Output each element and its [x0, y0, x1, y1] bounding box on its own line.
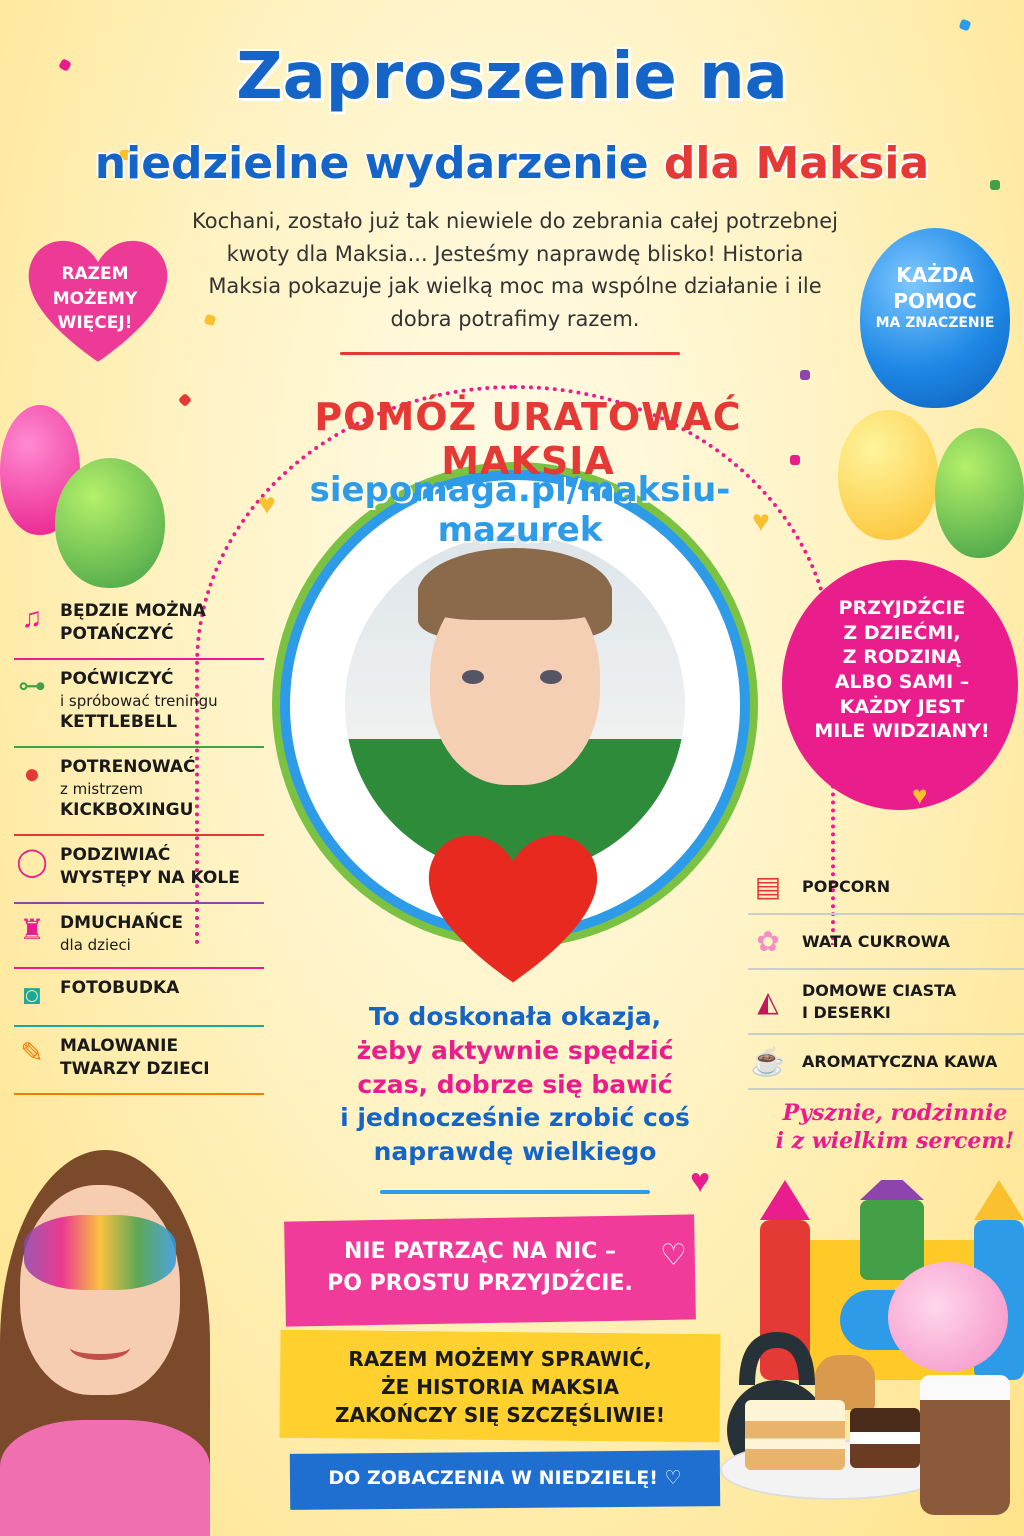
- dumbbell-icon: ⊶: [18, 669, 46, 701]
- page-subtitle: [0, 138, 1024, 189]
- activity-item: [14, 592, 264, 660]
- blue-balloon-line: KAŻDA: [896, 263, 974, 287]
- boy-eye: [540, 670, 562, 684]
- popcorn-icon: ▤: [754, 871, 782, 902]
- message-line: i jednocześnie zrobić coś: [340, 1103, 690, 1133]
- food-line: WATA CUKROWA: [802, 931, 951, 951]
- intro-underline: [340, 352, 680, 355]
- banner-yellow-text: [285, 1345, 715, 1429]
- welcome-badge-text: [796, 596, 1008, 744]
- butterfly-face-paint: [24, 1215, 176, 1290]
- activity-line: KETTLEBELL: [60, 712, 178, 733]
- fundraiser-link[interactable]: siepomaga.pl/maksiu-mazurek: [309, 470, 731, 550]
- intro-text: Kochani, zostało już tak niewiele do zebrania całej potrzebnej kwoty dla Maksia... Jesteśmy naprawdę blisko! Historia Maksia pokazuje jak wielką moc ma wspólne działanie i ile dobra potrafimy razem.: [192, 209, 838, 331]
- food-text: [802, 876, 890, 898]
- pink-heart-icon: ♥: [690, 1162, 711, 1200]
- activity-text: [60, 844, 240, 890]
- heart-outline-icon: ♡: [660, 1239, 687, 1272]
- activity-text: [60, 600, 206, 646]
- banner-line: RAZEM MOŻEMY SPRAWIĆ,: [348, 1347, 652, 1371]
- blue-balloon-text: [868, 262, 1002, 332]
- green-balloon: [55, 458, 165, 588]
- cotton-candy-illustration: [888, 1262, 1008, 1372]
- food-line: AROMATYCZNA KAWA: [802, 1051, 998, 1071]
- message-line: czas, dobrze się bawić: [357, 1069, 673, 1099]
- heart-balloon-line: RAZEM: [61, 264, 129, 284]
- activity-item: [14, 660, 264, 748]
- activity-line: POTAŃCZYĆ: [60, 623, 174, 644]
- heart-balloon-line: MOŻEMY: [52, 288, 138, 309]
- activity-line: DMUCHAŃCE: [60, 913, 184, 933]
- bouncy-castle-icon: ♜: [19, 914, 45, 945]
- welcome-line: KAŻDY JEST: [839, 695, 965, 718]
- cake-slice: [745, 1400, 845, 1470]
- activity-item: [14, 748, 264, 836]
- confetti: [178, 393, 192, 407]
- camera-icon: ◙: [23, 979, 41, 1011]
- activity-line: FOTOBUDKA: [60, 978, 180, 999]
- subtitle-blue: niedzielne wydarzenie: [94, 138, 649, 189]
- activity-line: TWARZY DZIECI: [60, 1059, 210, 1080]
- banner-line: PO PROSTU PRZYJDŹCIE.: [327, 1270, 633, 1296]
- food-tagline: [770, 1100, 1020, 1155]
- activity-line: WYSTĘPY NA KOLE: [60, 868, 240, 889]
- slogan: POMÓŻ URATOWAĆ MAKSIA: [314, 395, 742, 483]
- confetti: [800, 370, 810, 380]
- message-underline: [380, 1190, 650, 1194]
- welcome-line: PRZYJDŹCIE: [838, 597, 966, 619]
- yellow-heart-icon: ♥: [912, 780, 928, 810]
- page-title: Zaproszenie na: [236, 40, 788, 114]
- banner-line: NIE PATRZĄC NA NIC –: [344, 1239, 616, 1264]
- boxing-glove-icon: ●: [23, 758, 41, 789]
- food-item: [748, 915, 1024, 970]
- banner-pink-text: [300, 1236, 660, 1300]
- food-line: POPCORN: [802, 876, 891, 896]
- girl-shirt: [0, 1420, 210, 1536]
- welcome-line: Z DZIEĆMI,: [843, 621, 961, 644]
- subtitle-red: dla Maksia: [663, 138, 930, 189]
- activity-line: POTRENOWAĆ: [60, 757, 196, 777]
- activity-text: [60, 668, 218, 734]
- activity-line: KICKBOXINGU: [60, 800, 194, 821]
- activity-text: [60, 912, 183, 955]
- welcome-line: MILE WIDZIANY!: [814, 720, 990, 743]
- food-item: [748, 860, 1024, 915]
- food-line: I DESERKI: [802, 1002, 891, 1022]
- tagline-line: Pysznie, rodzinnie: [782, 1100, 1008, 1126]
- confetti: [790, 455, 800, 465]
- food-list: [748, 860, 1024, 1090]
- food-text: [802, 1051, 997, 1073]
- paint-palette-icon: ✎: [20, 1037, 44, 1069]
- food-item: [748, 970, 1024, 1035]
- cotton-candy-icon: ✿: [756, 926, 780, 957]
- music-note-icon: ♫: [21, 602, 43, 633]
- boy-fringe: [418, 560, 612, 620]
- food-text: [802, 980, 956, 1023]
- activity-text: [60, 756, 196, 822]
- activity-item: [14, 969, 264, 1027]
- cake-slice: [850, 1408, 920, 1468]
- activity-line: i spróbować treningu: [60, 691, 218, 710]
- activity-line: BĘDZIE MOŻNA: [60, 601, 206, 621]
- blue-balloon-line: POMOC: [893, 289, 977, 313]
- red-heart-icon: [418, 820, 608, 990]
- banner-line: ZAKOŃCZY SIĘ SZCZĘŚLIWIE!: [334, 1403, 666, 1427]
- activity-line: z mistrzem: [60, 779, 143, 798]
- activity-item: [14, 836, 264, 904]
- activity-line: PODZIWIAĆ: [60, 845, 171, 866]
- tagline-line: i z wielkim sercem!: [775, 1127, 1015, 1154]
- banner-line: ŻE HISTORIA MAKSIA: [381, 1375, 619, 1399]
- message-line: żeby aktywnie spędzić: [356, 1035, 674, 1065]
- coffee-cup-icon: ☕: [750, 1046, 786, 1078]
- food-item: [748, 1035, 1024, 1090]
- heart-balloon-line: WIĘCEJ!: [57, 313, 133, 334]
- activity-item: [14, 904, 264, 969]
- activity-line: dla dzieci: [60, 935, 131, 954]
- closing-banner: DO ZOBACZENIA W NIEDZIELĘ! ♡: [328, 1467, 682, 1489]
- yellow-balloon: [838, 410, 938, 540]
- welcome-line: Z RODZINĄ: [842, 646, 962, 669]
- activity-text: [60, 1035, 210, 1081]
- green-balloon: [935, 428, 1024, 558]
- boy-eye: [462, 670, 484, 684]
- activity-line: POĆWICZYĆ: [60, 668, 174, 689]
- activity-line: MALOWANIE: [60, 1036, 179, 1057]
- food-line: DOMOWE CIASTA: [802, 981, 957, 1000]
- blue-balloon-small-line: MA ZNACZENIE: [875, 315, 995, 331]
- activity-item: [14, 1027, 264, 1095]
- confetti: [959, 19, 972, 32]
- yellow-heart-icon: ♥: [752, 505, 770, 538]
- cake-icon: ◭: [757, 986, 779, 1018]
- food-text: [802, 931, 950, 953]
- girl-smile: [70, 1335, 130, 1360]
- yellow-heart-icon: ♥: [258, 488, 276, 521]
- coffee-cup: [920, 1375, 1010, 1515]
- main-message: [335, 1000, 695, 1169]
- heart-balloon-text: [30, 262, 160, 336]
- aerial-hoop-icon: ◯: [16, 846, 48, 878]
- activity-text: [60, 977, 179, 1000]
- welcome-line: ALBO SAMI –: [834, 671, 970, 694]
- activities-list: [14, 592, 264, 1095]
- message-line: To doskonała okazja,: [368, 1002, 662, 1031]
- message-line: naprawdę wielkiego: [373, 1137, 657, 1166]
